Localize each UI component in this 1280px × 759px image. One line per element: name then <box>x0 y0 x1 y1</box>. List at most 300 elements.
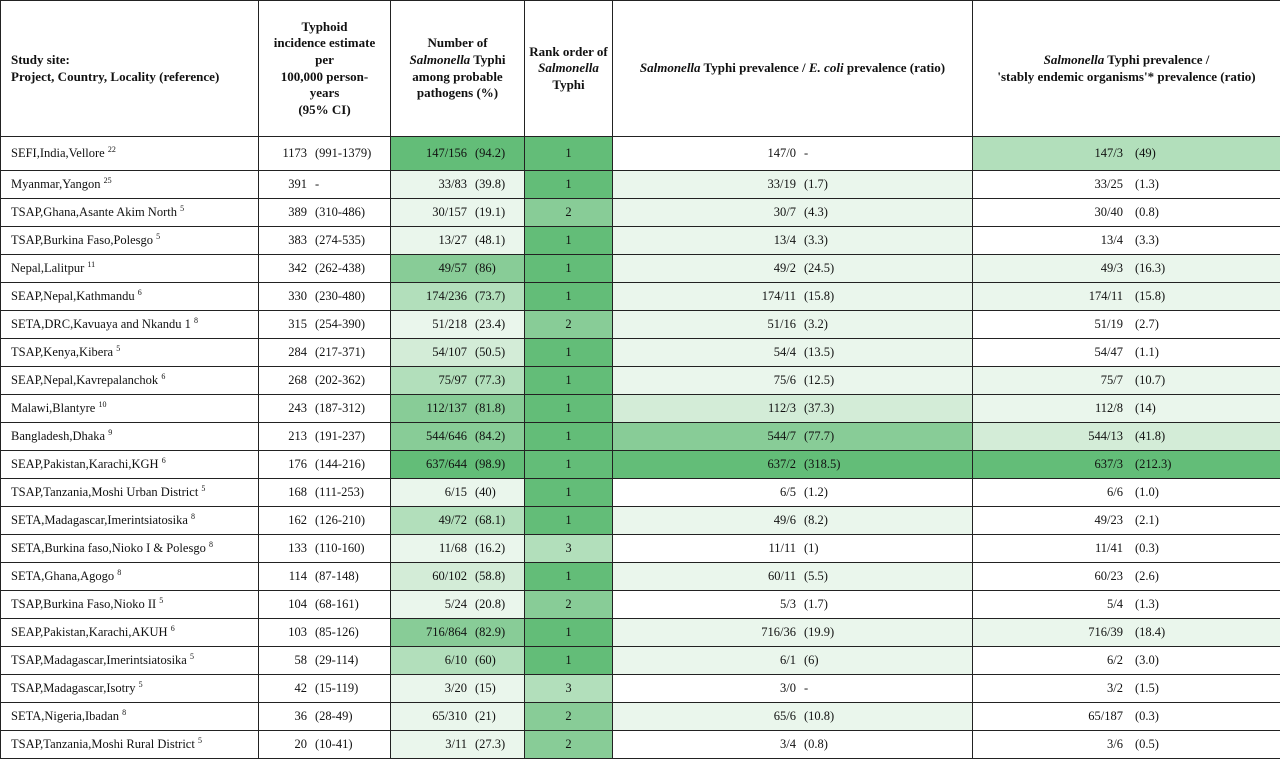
stable-counts: 51/19 <box>1094 317 1123 331</box>
reference-number: 5 <box>180 203 185 213</box>
reference-number: 25 <box>103 175 112 185</box>
cell-probable-pathogens <box>391 367 525 395</box>
cell-rank <box>525 171 613 199</box>
site-name: SEAP,Nepal,Kavrepalanchok <box>11 373 159 387</box>
cell-ecoli-ratio <box>613 675 973 703</box>
incidence-value: 58 <box>294 653 307 667</box>
incidence-ci: (254-390) <box>315 316 365 331</box>
cell-probable-pathogens <box>391 563 525 591</box>
stable-ratio: (0.8) <box>1135 205 1159 219</box>
cell-ecoli-ratio <box>613 255 973 283</box>
stable-counts: 112/8 <box>1094 401 1123 415</box>
rank-value: 1 <box>565 513 572 527</box>
cell-incidence <box>259 423 391 451</box>
stable-ratio: (2.1) <box>1135 513 1159 527</box>
cell-stable-ratio <box>973 507 1280 535</box>
reference-number: 6 <box>161 371 166 381</box>
cell-probable-pathogens <box>391 395 525 423</box>
cell-rank <box>525 451 613 479</box>
cell-study-site <box>1 507 259 535</box>
cell-probable-pathogens <box>391 451 525 479</box>
rank-value: 1 <box>565 429 572 443</box>
incidence-ci: (110-160) <box>315 540 365 555</box>
ecoli-ratio: (37.3) <box>804 401 835 415</box>
reference-number: 5 <box>197 735 202 745</box>
ecoli-ratio: (3.3) <box>804 233 828 247</box>
ecoli-counts: 6/5 <box>780 485 796 499</box>
cell-study-site <box>1 395 259 423</box>
cell-stable-ratio <box>973 199 1280 227</box>
probable-percent: (60) <box>475 653 496 667</box>
probable-count: 54/107 <box>432 345 467 359</box>
rank-value: 1 <box>565 569 572 583</box>
incidence-ci: (262-438) <box>315 260 365 275</box>
incidence-ci: (191-237) <box>315 428 365 443</box>
cell-rank <box>525 479 613 507</box>
table-row <box>1 199 1280 227</box>
table-row <box>1 395 1280 423</box>
cell-stable-ratio <box>973 137 1280 171</box>
ecoli-counts: 65/6 <box>773 709 796 723</box>
cell-rank <box>525 255 613 283</box>
site-name: TSAP,Kenya,Kibera <box>11 345 114 359</box>
header-ecoli-italic1: Salmonella <box>639 60 701 76</box>
site-name: SEAP,Pakistan,Karachi,AKUH <box>11 625 168 639</box>
ecoli-counts: 3/4 <box>780 737 796 751</box>
incidence-ci: (10-41) <box>315 736 353 751</box>
cell-probable-pathogens <box>391 283 525 311</box>
stable-counts: 147/3 <box>1094 146 1123 160</box>
site-name: SEAP,Nepal,Kathmandu <box>11 289 135 303</box>
probable-percent: (15) <box>475 681 496 695</box>
header-inc-4: 100,000 person- <box>280 68 369 84</box>
probable-percent: (21) <box>475 709 496 723</box>
cell-ecoli-ratio <box>613 395 973 423</box>
cell-study-site <box>1 227 259 255</box>
probable-percent: (50.5) <box>475 345 506 359</box>
table-row <box>1 619 1280 647</box>
table-row <box>1 703 1280 731</box>
cell-ecoli-ratio <box>613 227 973 255</box>
incidence-value: 114 <box>288 569 307 583</box>
cell-incidence <box>259 311 391 339</box>
probable-count: 716/864 <box>426 625 467 639</box>
ecoli-ratio: - <box>804 146 809 160</box>
rank-value: 2 <box>565 709 572 723</box>
incidence-ci: (217-371) <box>315 344 365 359</box>
cell-study-site <box>1 647 259 675</box>
cell-rank <box>525 647 613 675</box>
reference-number: 10 <box>98 399 107 409</box>
cell-stable-ratio <box>973 563 1280 591</box>
probable-count: 51/218 <box>432 317 467 331</box>
ecoli-ratio: (10.8) <box>804 709 835 723</box>
cell-study-site <box>1 311 259 339</box>
table-row <box>1 255 1280 283</box>
header-stab-line1: Typhi prevalence / <box>1104 51 1210 67</box>
incidence-value: 162 <box>288 513 307 527</box>
probable-count: 75/97 <box>438 373 467 387</box>
header-rank-italic: Salmonella <box>538 60 599 76</box>
cell-study-site <box>1 423 259 451</box>
ecoli-counts: 716/36 <box>761 625 796 639</box>
table-row <box>1 311 1280 339</box>
cell-ecoli-ratio <box>613 423 973 451</box>
stable-ratio: (15.8) <box>1135 289 1166 303</box>
cell-stable-ratio <box>973 479 1280 507</box>
cell-ecoli-ratio <box>613 647 973 675</box>
reference-number: 8 <box>191 511 196 521</box>
header-prob-post: Typhi among probable pathogens (%) <box>412 51 506 101</box>
cell-stable-ratio <box>973 367 1280 395</box>
cell-rank <box>525 423 613 451</box>
site-name: TSAP,Ghana,Asante Akim North <box>11 205 177 219</box>
incidence-ci: - <box>315 176 320 191</box>
header-probable-pathogens <box>391 1 525 137</box>
cell-stable-ratio <box>973 451 1280 479</box>
cell-study-site <box>1 255 259 283</box>
cell-study-site <box>1 675 259 703</box>
cell-probable-pathogens <box>391 647 525 675</box>
cell-probable-pathogens <box>391 675 525 703</box>
stable-ratio: (1.1) <box>1135 345 1159 359</box>
cell-stable-ratio <box>973 339 1280 367</box>
incidence-ci: (991-1379) <box>315 145 372 160</box>
site-name: SETA,DRC,Kavuaya and Nkandu 1 <box>11 317 191 331</box>
cell-incidence <box>259 171 391 199</box>
ecoli-ratio: (1.2) <box>804 485 828 499</box>
incidence-value: 20 <box>294 737 307 751</box>
site-name: SETA,Burkina faso,Nioko I & Polesgo <box>11 541 206 555</box>
reference-number: 5 <box>138 679 143 689</box>
stable-ratio: (14) <box>1135 401 1156 415</box>
site-name: TSAP,Madagascar,Imerintsiatosika <box>11 653 187 667</box>
incidence-ci: (274-535) <box>315 232 365 247</box>
table-row <box>1 171 1280 199</box>
probable-percent: (82.9) <box>475 625 506 639</box>
incidence-value: 176 <box>288 457 307 471</box>
site-name: Malawi,Blantyre <box>11 401 96 415</box>
reference-number: 5 <box>116 343 121 353</box>
incidence-ci: (111-253) <box>315 484 365 499</box>
incidence-value: 1173 <box>282 146 307 160</box>
cell-study-site <box>1 199 259 227</box>
rank-value: 3 <box>565 681 572 695</box>
cell-incidence <box>259 535 391 563</box>
cell-study-site <box>1 367 259 395</box>
reference-number: 11 <box>87 259 96 269</box>
cell-stable-ratio <box>973 619 1280 647</box>
cell-ecoli-ratio <box>613 703 973 731</box>
stable-counts: 3/2 <box>1107 681 1123 695</box>
cell-stable-ratio <box>973 675 1280 703</box>
ecoli-ratio: (77.7) <box>804 429 835 443</box>
cell-incidence <box>259 675 391 703</box>
cell-ecoli-ratio <box>613 283 973 311</box>
probable-count: 65/310 <box>432 709 467 723</box>
cell-ecoli-ratio <box>613 311 973 339</box>
cell-probable-pathogens <box>391 171 525 199</box>
ecoli-ratio: (4.3) <box>804 205 828 219</box>
probable-count: 637/644 <box>426 457 467 471</box>
probable-percent: (23.4) <box>475 317 506 331</box>
cell-stable-ratio <box>973 227 1280 255</box>
cell-probable-pathogens <box>391 137 525 171</box>
table-row <box>1 367 1280 395</box>
table-row <box>1 137 1280 171</box>
cell-probable-pathogens <box>391 591 525 619</box>
cell-ecoli-ratio <box>613 507 973 535</box>
cell-incidence <box>259 255 391 283</box>
stable-ratio: (1.3) <box>1135 597 1159 611</box>
probable-percent: (39.8) <box>475 177 506 191</box>
incidence-ci: (29-114) <box>315 652 359 667</box>
cell-rank <box>525 591 613 619</box>
cell-probable-pathogens <box>391 199 525 227</box>
ecoli-ratio: (0.8) <box>804 737 828 751</box>
probable-count: 13/27 <box>438 233 467 247</box>
cell-ecoli-ratio <box>613 339 973 367</box>
site-name: SETA,Nigeria,Ibadan <box>11 709 119 723</box>
incidence-ci: (202-362) <box>315 372 365 387</box>
rank-value: 1 <box>565 146 572 160</box>
stable-counts: 13/4 <box>1100 233 1123 247</box>
incidence-value: 104 <box>288 597 307 611</box>
cell-incidence <box>259 731 391 759</box>
reference-number: 8 <box>122 707 127 717</box>
site-name: Myanmar,Yangon <box>11 177 101 191</box>
probable-percent: (58.8) <box>475 569 506 583</box>
incidence-value: 389 <box>288 205 307 219</box>
cell-stable-ratio <box>973 731 1280 759</box>
stable-ratio: (212.3) <box>1135 457 1172 471</box>
cell-incidence <box>259 283 391 311</box>
ecoli-ratio: (19.9) <box>804 625 835 639</box>
probable-percent: (81.8) <box>475 401 506 415</box>
header-ecoli-post: prevalence (ratio) <box>843 60 946 76</box>
cell-rank <box>525 535 613 563</box>
stable-counts: 49/3 <box>1100 261 1123 275</box>
cell-rank <box>525 675 613 703</box>
site-name: SEAP,Pakistan,Karachi,KGH <box>11 457 159 471</box>
cell-incidence <box>259 395 391 423</box>
cell-probable-pathogens <box>391 255 525 283</box>
site-name: TSAP,Burkina Faso,Nioko II <box>11 597 157 611</box>
site-name: Bangladesh,Dhaka <box>11 429 106 443</box>
stable-counts: 49/23 <box>1094 513 1123 527</box>
cell-probable-pathogens <box>391 227 525 255</box>
probable-count: 33/83 <box>438 177 467 191</box>
cell-incidence <box>259 619 391 647</box>
cell-ecoli-ratio <box>613 137 973 171</box>
header-study-site <box>1 1 259 137</box>
table-header <box>1 1 1280 137</box>
probable-percent: (40) <box>475 485 496 499</box>
cell-stable-ratio <box>973 423 1280 451</box>
cell-probable-pathogens <box>391 339 525 367</box>
reference-number: 5 <box>189 651 194 661</box>
probable-count: 60/102 <box>432 569 467 583</box>
cell-study-site <box>1 137 259 171</box>
probable-percent: (27.3) <box>475 737 506 751</box>
stable-ratio: (18.4) <box>1135 625 1166 639</box>
incidence-value: 133 <box>288 541 307 555</box>
reference-number: 9 <box>108 427 113 437</box>
ecoli-ratio: (13.5) <box>804 345 835 359</box>
stable-ratio: (1.3) <box>1135 177 1159 191</box>
reference-number: 5 <box>156 231 161 241</box>
cell-rank <box>525 507 613 535</box>
probable-percent: (19.1) <box>475 205 506 219</box>
probable-percent: (68.1) <box>475 513 506 527</box>
header-rank <box>525 1 613 137</box>
header-site-line2: Project, Country, Locality (reference) <box>11 68 220 84</box>
table-row <box>1 227 1280 255</box>
ecoli-ratio: (24.5) <box>804 261 835 275</box>
cell-rank <box>525 395 613 423</box>
probable-count: 544/646 <box>426 429 467 443</box>
ecoli-ratio: (3.2) <box>804 317 828 331</box>
cell-rank <box>525 563 613 591</box>
header-stable-ratio <box>973 1 1280 137</box>
ecoli-counts: 5/3 <box>780 597 796 611</box>
cell-stable-ratio <box>973 311 1280 339</box>
rank-value: 2 <box>565 737 572 751</box>
incidence-ci: (87-148) <box>315 568 359 583</box>
header-inc-5: years <box>309 85 340 101</box>
incidence-value: 342 <box>288 261 307 275</box>
rank-value: 1 <box>565 457 572 471</box>
ecoli-counts: 147/0 <box>767 146 796 160</box>
cell-study-site <box>1 591 259 619</box>
incidence-value: 330 <box>288 289 307 303</box>
cell-rank <box>525 227 613 255</box>
rank-value: 1 <box>565 261 572 275</box>
cell-stable-ratio <box>973 255 1280 283</box>
ecoli-ratio: (12.5) <box>804 373 835 387</box>
site-name: TSAP,Burkina Faso,Polesgo <box>11 233 154 247</box>
reference-number: 6 <box>170 623 175 633</box>
probable-count: 174/236 <box>426 289 467 303</box>
stable-ratio: (2.6) <box>1135 569 1159 583</box>
probable-count: 3/11 <box>445 737 467 751</box>
stable-counts: 637/3 <box>1094 457 1123 471</box>
cell-stable-ratio <box>973 647 1280 675</box>
incidence-value: 268 <box>288 373 307 387</box>
cell-rank <box>525 137 613 171</box>
cell-rank <box>525 731 613 759</box>
incidence-value: 103 <box>288 625 307 639</box>
cell-probable-pathogens <box>391 423 525 451</box>
ecoli-ratio: (1) <box>804 541 819 555</box>
cell-stable-ratio <box>973 591 1280 619</box>
cell-rank <box>525 703 613 731</box>
ecoli-counts: 6/1 <box>780 653 796 667</box>
rank-value: 1 <box>565 653 572 667</box>
ecoli-counts: 51/16 <box>767 317 796 331</box>
stable-ratio: (1.5) <box>1135 681 1159 695</box>
cell-probable-pathogens <box>391 703 525 731</box>
incidence-value: 36 <box>294 709 307 723</box>
stable-counts: 5/4 <box>1107 597 1123 611</box>
stable-counts: 6/6 <box>1107 485 1123 499</box>
cell-rank <box>525 283 613 311</box>
ecoli-counts: 544/7 <box>767 429 796 443</box>
site-name: SETA,Ghana,Agogo <box>11 569 115 583</box>
ecoli-counts: 60/11 <box>767 569 796 583</box>
ecoli-counts: 49/2 <box>773 261 796 275</box>
ecoli-counts: 54/4 <box>773 345 796 359</box>
probable-count: 6/10 <box>444 653 467 667</box>
rank-value: 2 <box>565 205 572 219</box>
rank-value: 1 <box>565 485 572 499</box>
ecoli-counts: 3/0 <box>780 681 796 695</box>
probable-percent: (84.2) <box>475 429 506 443</box>
table-row <box>1 339 1280 367</box>
incidence-value: 168 <box>288 485 307 499</box>
cell-incidence <box>259 703 391 731</box>
reference-number: 8 <box>194 315 198 325</box>
incidence-ci: (68-161) <box>315 596 359 611</box>
probable-percent: (16.2) <box>475 541 506 555</box>
rank-value: 1 <box>565 177 572 191</box>
stable-ratio: (0.5) <box>1135 737 1159 751</box>
stable-counts: 75/7 <box>1100 373 1123 387</box>
stable-ratio: (0.3) <box>1135 541 1159 555</box>
rank-value: 1 <box>565 401 572 415</box>
table-row <box>1 283 1280 311</box>
cell-study-site <box>1 339 259 367</box>
cell-incidence <box>259 199 391 227</box>
incidence-value: 213 <box>288 429 307 443</box>
incidence-value: 284 <box>288 345 307 359</box>
stable-ratio: (10.7) <box>1135 373 1166 387</box>
stable-counts: 33/25 <box>1094 177 1123 191</box>
site-name: TSAP,Tanzania,Moshi Urban District <box>11 485 199 499</box>
probable-count: 49/72 <box>438 513 467 527</box>
probable-count: 49/57 <box>438 261 467 275</box>
cell-study-site <box>1 479 259 507</box>
cell-ecoli-ratio <box>613 731 973 759</box>
cell-rank <box>525 619 613 647</box>
cell-stable-ratio <box>973 703 1280 731</box>
cell-incidence <box>259 367 391 395</box>
stable-counts: 544/13 <box>1088 429 1123 443</box>
ecoli-counts: 75/6 <box>773 373 796 387</box>
cell-study-site <box>1 451 259 479</box>
cell-study-site <box>1 535 259 563</box>
rank-value: 1 <box>565 373 572 387</box>
cell-probable-pathogens <box>391 311 525 339</box>
cell-stable-ratio <box>973 395 1280 423</box>
header-prob-pre: Number of <box>427 35 488 51</box>
probable-percent: (77.3) <box>475 373 506 387</box>
ecoli-counts: 33/19 <box>767 177 796 191</box>
cell-probable-pathogens <box>391 731 525 759</box>
incidence-value: 42 <box>294 681 307 695</box>
incidence-ci: (230-480) <box>315 288 365 303</box>
stable-ratio: (41.8) <box>1135 429 1166 443</box>
header-stab-italic: Salmonella <box>1043 51 1105 67</box>
ecoli-ratio: (5.5) <box>804 569 828 583</box>
probable-percent: (73.7) <box>475 289 506 303</box>
table-row <box>1 675 1280 703</box>
reference-number: 6 <box>161 455 166 465</box>
reference-number: 8 <box>208 539 213 549</box>
cell-stable-ratio <box>973 283 1280 311</box>
cell-ecoli-ratio <box>613 199 973 227</box>
stable-counts: 65/187 <box>1088 709 1123 723</box>
